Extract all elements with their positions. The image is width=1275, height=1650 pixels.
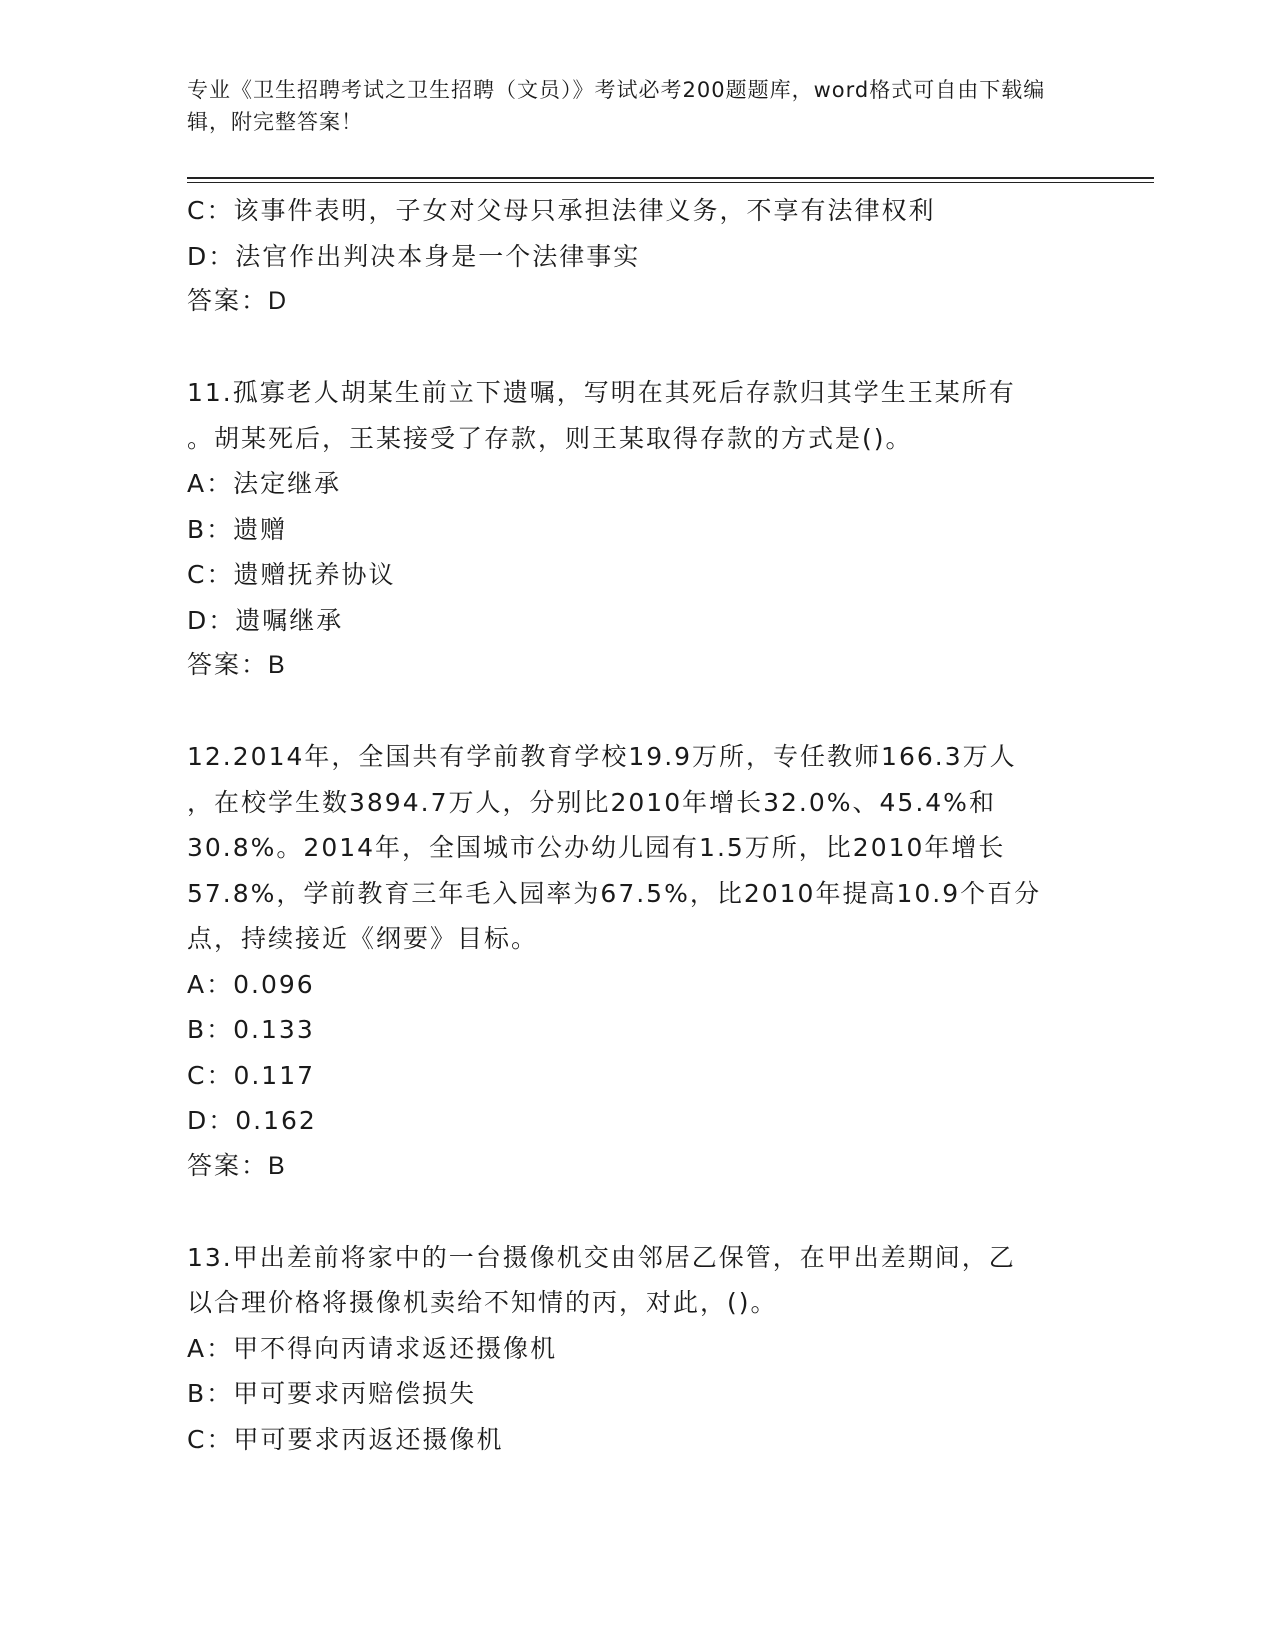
question-12 bbox=[187, 734, 1087, 1189]
page-header: 专业《卫生招聘考试之卫生招聘（文员）》考试必考200题题库，word格式可自由下载编辑，附完整答案！ bbox=[187, 78, 1046, 134]
question-stem: 30.8%。2014年，全国城市公办幼儿园有1.5万所，比2010年增长 bbox=[187, 833, 1006, 862]
option-b: B：0.133 bbox=[187, 1015, 315, 1044]
header-divider-thick bbox=[187, 177, 1154, 179]
answer-line: 答案：B bbox=[187, 1151, 287, 1180]
question-list bbox=[187, 188, 1087, 1462]
question-stem: 。胡某死后，王某接受了存款，则王某取得存款的方式是()。 bbox=[187, 423, 913, 453]
option-c: C：遗赠抚养协议 bbox=[187, 560, 396, 589]
option-c: C：该事件表明，子女对父母只承担法律义务，不享有法律权利 bbox=[187, 196, 936, 225]
spacer bbox=[187, 1189, 1087, 1235]
question-stem: 12.2014年，全国共有学前教育学校19.9万所，专任教师166.3万人 bbox=[187, 742, 1017, 771]
spacer bbox=[187, 325, 1087, 371]
option-a: A：法定继承 bbox=[187, 469, 342, 498]
answer-line: 答案：D bbox=[187, 287, 289, 315]
question-stem: 点，持续接近《纲要》目标。 bbox=[187, 924, 539, 953]
question-10 bbox=[187, 188, 1087, 325]
option-b: B：遗赠 bbox=[187, 514, 288, 544]
question-stem: 11.孤寡老人胡某生前立下遗嘱，写明在其死后存款归其学生王某所有 bbox=[187, 378, 1016, 407]
question-11 bbox=[187, 370, 1087, 689]
option-b: B：甲可要求丙赔偿损失 bbox=[187, 1379, 477, 1408]
question-stem: 13.甲出差前将家中的一台摄像机交由邻居乙保管，在甲出差期间，乙 bbox=[187, 1242, 1016, 1272]
answer-line: 答案：B bbox=[187, 651, 287, 679]
option-d: D：0.162 bbox=[187, 1106, 317, 1135]
option-d: D：法官作出判决本身是一个法律事实 bbox=[187, 241, 641, 271]
question-13 bbox=[187, 1235, 1087, 1463]
option-d: D：遗嘱继承 bbox=[187, 605, 344, 635]
option-c: C：0.117 bbox=[187, 1060, 316, 1090]
question-stem: 以合理价格将摄像机卖给不知情的丙，对此，()。 bbox=[187, 1288, 778, 1317]
header-divider-thin bbox=[187, 182, 1154, 183]
question-stem: 57.8%，学前教育三年毛入园率为67.5%，比2010年提高10.9个百分 bbox=[187, 878, 1042, 908]
option-c: C：甲可要求丙返还摄像机 bbox=[187, 1424, 504, 1454]
option-a: A：甲不得向丙请求返还摄像机 bbox=[187, 1333, 558, 1363]
spacer bbox=[187, 689, 1087, 735]
question-stem: ，在校学生数3894.7万人，分别比2010年增长32.0%、45.4%和 bbox=[187, 787, 996, 817]
option-a: A：0.096 bbox=[187, 969, 315, 999]
